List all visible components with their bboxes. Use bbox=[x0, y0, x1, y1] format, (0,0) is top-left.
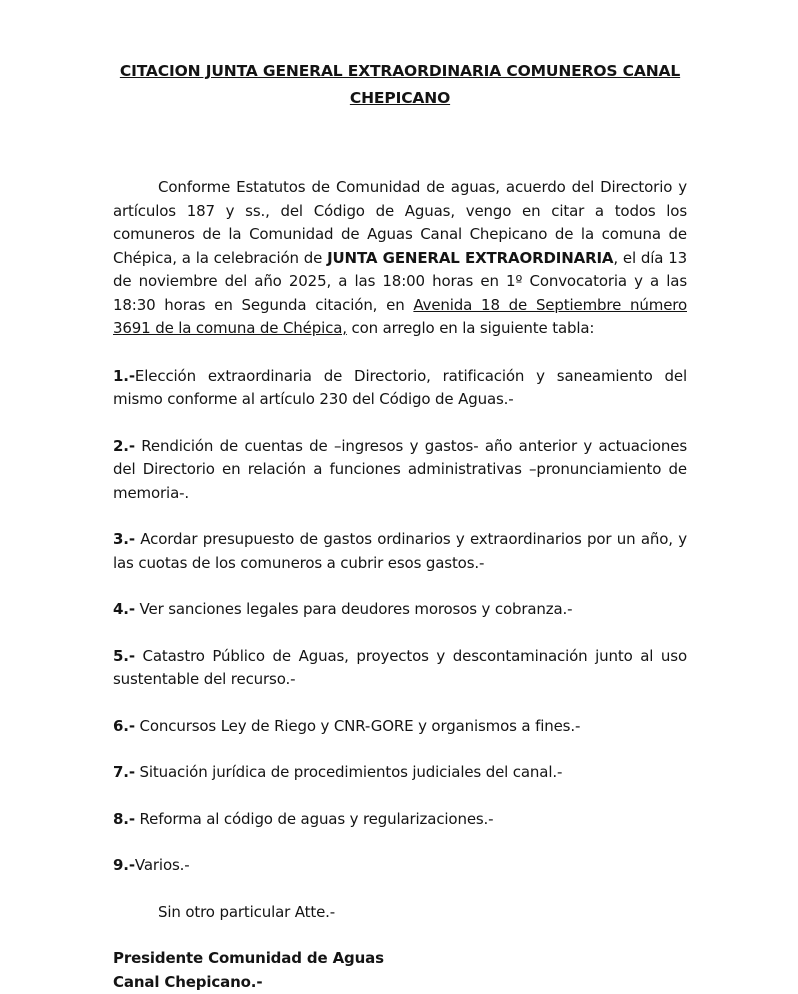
agenda-item-7 bbox=[113, 761, 687, 785]
agenda-item-3-text: Acordar presupuesto de gastos ordinarios y extraordinarios por un año, y las cuotas de los comuneros a cubrir esos gastos.- bbox=[113, 530, 687, 572]
agenda-item-7-number: 7.- bbox=[113, 763, 135, 781]
agenda-item-1 bbox=[113, 365, 687, 412]
intro-text-part1: Conforme Estatutos de Comunidad de aguas, acuerdo del Directorio y artículos 187 y ss., del Código de Aguas, vengo en citar a todos los comuneros de la Comunidad de Aguas Canal Chepicano de la comuna de Chépica, a la celebración de bbox=[113, 178, 687, 267]
agenda-item-5 bbox=[113, 645, 687, 692]
agenda-item-8-number: 8.- bbox=[113, 810, 135, 828]
document-title-line1: CITACION JUNTA GENERAL EXTRAORDINARIA COMUNEROS CANAL bbox=[120, 62, 680, 80]
agenda-item-5-number: 5.- bbox=[113, 647, 135, 665]
agenda-item-3-number: 3.- bbox=[113, 530, 135, 548]
agenda-item-4-text: Ver sanciones legales para deudores morosos y cobranza.- bbox=[135, 600, 573, 618]
agenda-item-9 bbox=[113, 854, 687, 878]
document-title-line2: CHEPICANO bbox=[350, 89, 450, 107]
intro-paragraph bbox=[113, 176, 687, 341]
document-title bbox=[113, 58, 687, 112]
agenda-item-1-text: Elección extraordinaria de Directorio, ratificación y saneamiento del mismo conforme al artículo 230 del Código de Aguas.- bbox=[113, 367, 687, 409]
agenda-item-6 bbox=[113, 715, 687, 739]
agenda-item-9-number: 9.- bbox=[113, 856, 135, 874]
agenda-item-2-number: 2.- bbox=[113, 437, 135, 455]
agenda-item-6-text: Concursos Ley de Riego y CNR-GORE y organismos a fines.- bbox=[135, 717, 580, 735]
agenda-item-1-number: 1.- bbox=[113, 367, 135, 385]
agenda-item-4-number: 4.- bbox=[113, 600, 135, 618]
agenda-item-2-text: Rendición de cuentas de –ingresos y gastos- año anterior y actuaciones del Directorio en relación a funciones administrativas –pronunciamiento de memoria-. bbox=[113, 437, 687, 502]
agenda-item-3 bbox=[113, 528, 687, 575]
agenda-item-7-text: Situación jurídica de procedimientos judiciales del canal.- bbox=[135, 763, 562, 781]
signature-title: Presidente Comunidad de Aguas bbox=[113, 947, 687, 971]
agenda-item-5-text: Catastro Público de Aguas, proyectos y descontaminación junto al uso sustentable del recurso.- bbox=[113, 647, 687, 689]
agenda-item-8 bbox=[113, 808, 687, 832]
agenda-item-9-text: Varios.- bbox=[135, 856, 190, 874]
intro-text-part3: con arreglo en la siguiente tabla: bbox=[347, 319, 594, 337]
agenda-item-8-text: Reforma al código de aguas y regularizaciones.- bbox=[135, 810, 494, 828]
agenda-item-2 bbox=[113, 435, 687, 506]
intro-bold-meeting-name: JUNTA GENERAL EXTRAORDINARIA bbox=[327, 249, 613, 267]
agenda-item-6-number: 6.- bbox=[113, 717, 135, 735]
agenda-item-4 bbox=[113, 598, 687, 622]
intro-underlined-address: Avenida 18 de Septiembre número 3691 de la comuna de Chépica, bbox=[113, 296, 687, 338]
intro-text-part2: , el día 13 de noviembre del año 2025, a las 18:00 horas en 1º Convocatoria y a las 18:30 horas en Segunda citación, en bbox=[113, 249, 687, 314]
closing-line: Sin otro particular Atte.- bbox=[113, 901, 687, 925]
signature-organization: Canal Chepicano.- bbox=[113, 971, 687, 994]
